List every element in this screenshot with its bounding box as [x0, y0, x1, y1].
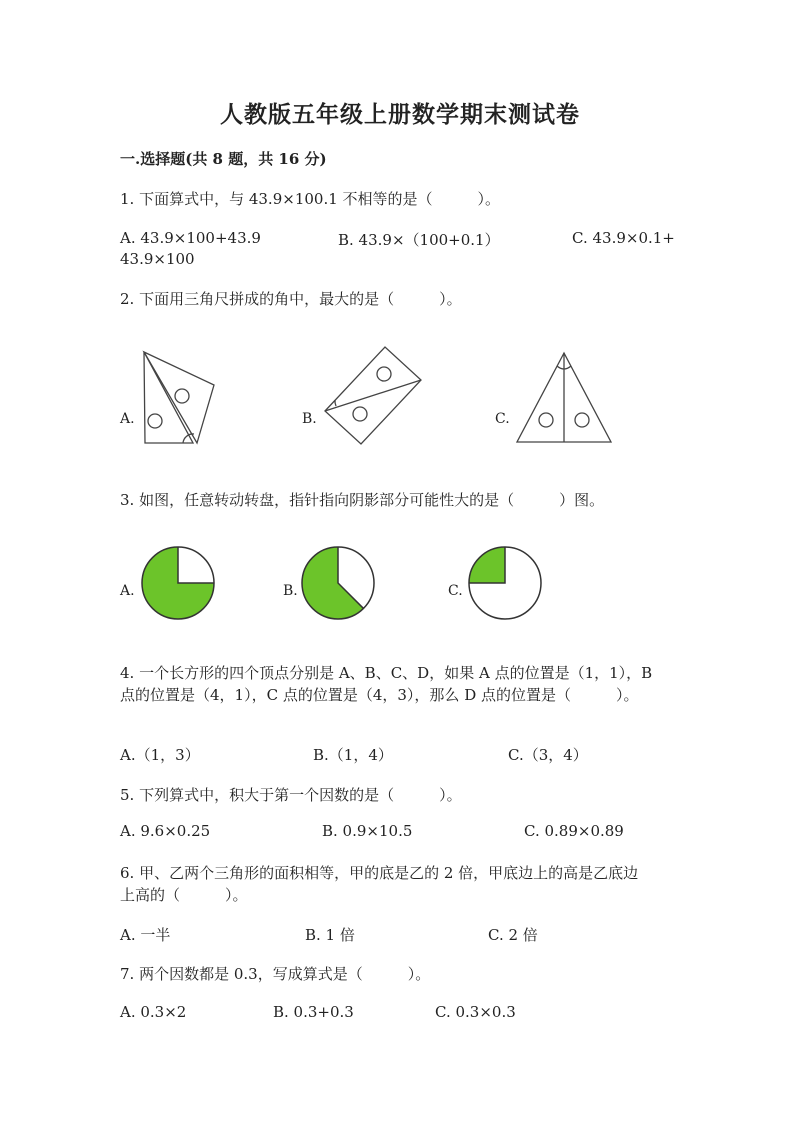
question-7-option-b: B. 0.3+0.3	[273, 1003, 354, 1021]
question-4-stem-line2: 点的位置是（4，1），C 点的位置是（4，3），那么 D 点的位置是（ ）。	[120, 686, 639, 704]
question-7-option-c: C. 0.3×0.3	[435, 1003, 516, 1021]
question-6-option-a: A. 一半	[120, 926, 171, 944]
question-1-option-c: C. 43.9×0.1+	[572, 229, 675, 247]
question-6-stem-line2: 上高的（ ）。	[120, 886, 248, 904]
question-4-option-c: C.（3，4）	[508, 746, 588, 764]
question-1-option-b: B. 43.9×（100+0.1）	[338, 231, 500, 249]
question-7-option-a: A. 0.3×2	[120, 1003, 187, 1021]
page-title: 人教版五年级上册数学期末测试卷	[220, 101, 580, 128]
figure-label-c: C.	[495, 411, 510, 427]
question-6-option-b: B. 1 倍	[305, 926, 355, 944]
question-5-stem: 5. 下列算式中，积大于第一个因数的是（ ）。	[120, 786, 462, 804]
set-square-figure-a	[135, 345, 225, 450]
spinner-b-shaded-sector	[302, 547, 363, 619]
question-6-option-c: C. 2 倍	[488, 926, 538, 944]
spinner-label-c: C.	[448, 583, 463, 599]
question-6-stem-line1: 6. 甲、乙两个三角形的面积相等，甲的底是乙的 2 倍，甲底边上的高是乙底边	[120, 864, 639, 882]
spinner-a	[140, 545, 216, 621]
question-1-option-a: A. 43.9×100+43.9	[120, 229, 261, 247]
question-1-option-c-continued: 43.9×100	[120, 250, 195, 268]
question-5-option-b: B. 0.9×10.5	[322, 822, 413, 840]
question-5-option-a: A. 9.6×0.25	[120, 822, 211, 840]
question-5-option-c: C. 0.89×0.89	[524, 822, 624, 840]
section-heading: 一.选择题(共 8 题，共 16 分)	[120, 150, 327, 168]
figure-label-a: A.	[120, 411, 135, 427]
question-4-stem-line1: 4. 一个长方形的四个顶点分别是 A、B、C、D，如果 A 点的位置是（1，1），B	[120, 664, 653, 682]
question-2-stem: 2. 下面用三角尺拼成的角中，最大的是（ ）。	[120, 290, 462, 308]
spinner-label-b: B.	[283, 583, 298, 599]
spinner-label-a: A.	[120, 583, 135, 599]
spinner-b	[300, 545, 376, 621]
spinner-c	[467, 545, 543, 621]
figure-label-b: B.	[302, 411, 317, 427]
question-1-stem: 1. 下面算式中，与 43.9×100.1 不相等的是（ ）。	[120, 190, 501, 208]
set-square-figure-c	[512, 348, 616, 446]
question-7-stem: 7. 两个因数都是 0.3，写成算式是（ ）。	[120, 965, 431, 983]
question-4-option-b: B.（1，4）	[313, 746, 393, 764]
set-square-figure-b	[318, 342, 430, 450]
question-4-option-a: A.（1，3）	[120, 746, 200, 764]
question-3-stem: 3. 如图，任意转动转盘，指针指向阴影部分可能性大的是（ ）图。	[120, 491, 605, 509]
